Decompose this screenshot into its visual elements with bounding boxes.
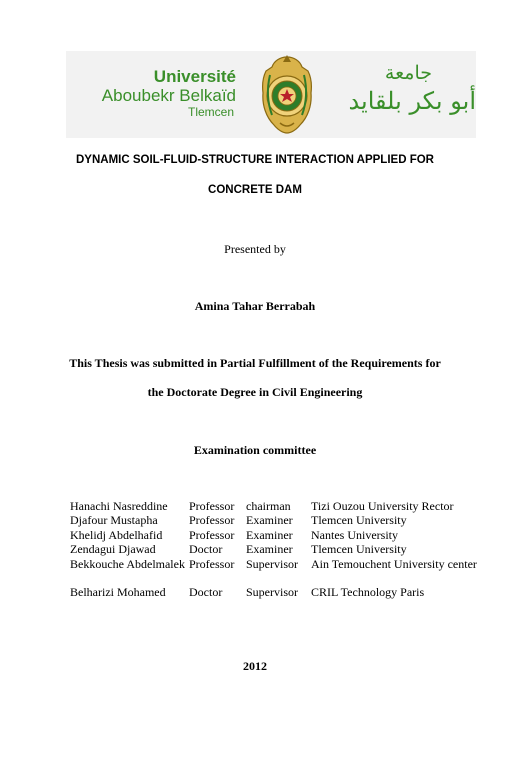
member-name: Belharizi Mohamed	[70, 585, 166, 600]
member-title: Professor	[189, 527, 235, 542]
member-role: chairman	[246, 499, 291, 513]
member-title: Professor	[189, 513, 235, 528]
university-name-arabic	[330, 61, 476, 131]
member-role: Supervisor	[246, 556, 298, 571]
submission-statement-line-2: the Doctorate Degree in Civil Engineering	[147, 385, 363, 399]
presented-by-label: Presented by	[224, 242, 286, 256]
member-name: Zendagui Djawad	[70, 542, 156, 557]
member-name: Bekkouche Abdelmalek	[70, 556, 185, 571]
member-name: Djafour Mustapha	[70, 513, 158, 528]
member-name: Hanachi Nasreddine	[70, 499, 168, 513]
member-institution: Ain Temouchent University center	[311, 556, 477, 571]
member-title: Doctor	[189, 542, 223, 557]
university-seal-icon	[256, 53, 318, 135]
member-institution: Tizi Ouzou University Rector	[311, 499, 454, 513]
member-title: Professor	[189, 499, 235, 513]
university-name-french	[66, 67, 236, 120]
author-name: Amina Tahar Berrabah	[194, 299, 316, 313]
university-city: Tlemcen	[187, 105, 234, 119]
member-title: Professor	[189, 556, 235, 571]
university-word-arabic: جامعة	[384, 62, 432, 84]
university-founder-name-arabic: أبو بكر بلقايد	[348, 87, 476, 115]
member-institution: CRIL Technology Paris	[311, 585, 425, 600]
member-role: Examiner	[246, 527, 293, 542]
university-logo-banner	[66, 51, 476, 138]
university-founder-name: Aboubekr Belkaïd	[101, 86, 236, 105]
thesis-title-line-2: CONCRETE DAM	[208, 184, 302, 196]
thesis-title-line-1: DYNAMIC SOIL-FLUID-STRUCTURE INTERACTION APPLIED FOR	[76, 154, 434, 166]
member-name: Khelidj Abdelhafid	[70, 527, 163, 542]
member-role: Supervisor	[246, 585, 298, 600]
member-role: Examiner	[246, 513, 293, 528]
university-word: Université	[153, 67, 236, 86]
submission-statement-line-1: This Thesis was submitted in Partial Fulfillment of the Requirements for	[69, 356, 441, 370]
member-role: Examiner	[246, 542, 293, 557]
member-institution: Tlemcen University	[311, 513, 407, 528]
committee-heading: Examination committee	[193, 443, 317, 457]
member-institution: Nantes University	[311, 527, 398, 542]
member-title: Doctor	[189, 585, 223, 600]
member-institution: Tlemcen University	[311, 542, 407, 557]
thesis-year: 2012	[243, 659, 267, 673]
